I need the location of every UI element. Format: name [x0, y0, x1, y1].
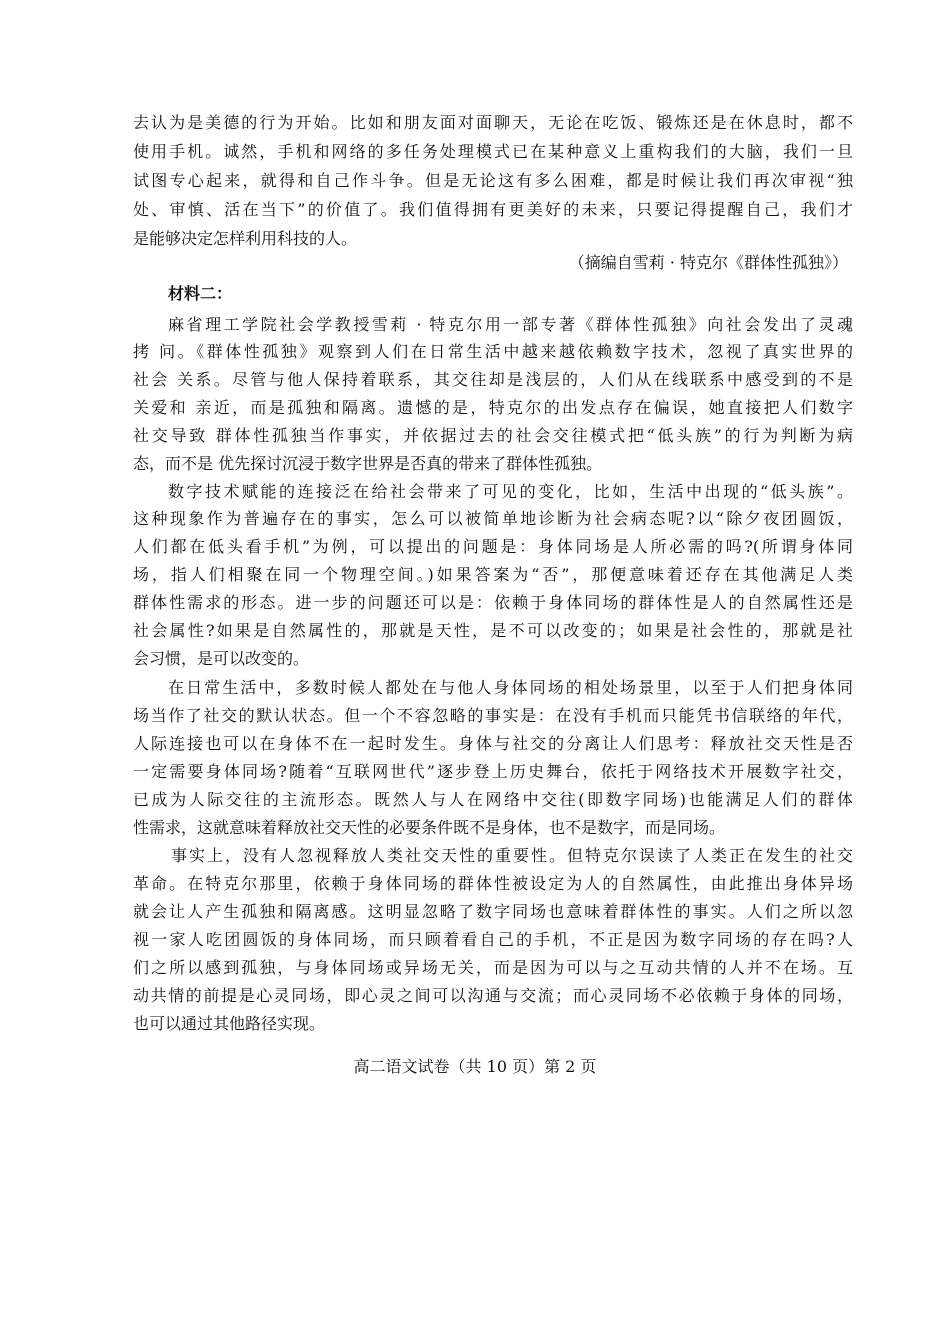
paragraph-3-line: 一定需要身体同场?随着“互联网世代”逐步登上历史舞台，依托于网络技术开展数字社交， — [133, 762, 853, 781]
paragraph-2-line: 社会属性?如果是自然属性的，那就是天性，是不可以改变的；如果是社会性的，那就是社 — [133, 621, 853, 640]
paragraph-2-line: 群体性需求的形态。进一步的问题还可以是：依赖于身体同场的群体性是人的自然属性还是 — [133, 593, 853, 612]
paragraph-1-line: 拷 问。《群体性孤独》观察到人们在日常生活中越来越依赖数字技术，忽视了真实世界的 — [133, 342, 853, 361]
intro-line: 使用手机。诚然，手机和网络的多任务处理模式已在某种意义上重构我们的大脑，我们一旦 — [133, 142, 853, 161]
paragraph-4-line: 也可以通过其他路径实现。 — [133, 1014, 326, 1033]
material-heading: 材料二： — [168, 284, 233, 303]
paragraph-4-line: 事实上，没有人忽视释放人类社交天性的重要性。但特克尔误读了人类正在发生的社交 — [171, 846, 853, 865]
paragraph-3-line: 人际连接也可以在身体不在一起时发生。身体与社交的分离让人们思考：释放社交天性是否 — [133, 734, 853, 753]
paragraph-4-line: 革命。在特克尔那里，依赖于身体同场的群体性被设定为人的自然属性，由此推出身体异场 — [133, 874, 853, 893]
paragraph-2-line: 人们都在低头看手机”为例，可以提出的问题是：身体同场是人所必需的吗?(所谓身体同 — [133, 537, 853, 556]
paragraph-4-line: 就会让人产生孤独和隔离感。这明显忽略了数字同场也意味着群体性的事实。人们之所以忽 — [133, 902, 853, 921]
paragraph-2-line: 这种现象作为普遍存在的事实，怎么可以被简单地诊断为社会病态呢?以“除夕夜团圆饭， — [133, 509, 853, 528]
intro-line: 处、审慎、活在当下”的价值了。我们值得拥有更美好的未来，只要记得提醒自己，我们才 — [133, 200, 853, 219]
paragraph-4-line: 视一家人吃团圆饭的身体同场，而只顾着看自己的手机，不正是因为数字同场的存在吗?人 — [133, 930, 853, 949]
paragraph-1-line: 麻省理工学院社会学教授雪莉 · 特克尔用一部专著《群体性孤独》向社会发出了灵魂 — [168, 315, 853, 334]
paragraph-2-line: 会习惯，是可以改变的。 — [133, 649, 310, 668]
page-footer: 高二语文试卷（共 10 页）第 2 页 — [353, 1057, 597, 1076]
intro-line: 试图专心起来，就得和自己作斗争。但是无论这有多么困难，都是时候让我们再次审视“独 — [133, 171, 853, 190]
paragraph-1-line: 态，而不是 优先探讨沉浸于数字世界是否真的带来了群体性孤独。 — [133, 454, 603, 473]
paragraph-3-line: 已成为人际交往的主流形态。既然人与人在网络中交往(即数字同场)也能满足人们的群体 — [133, 790, 853, 809]
paragraph-3-line: 性需求，这就意味着释放社交天性的必要条件既不是身体，也不是数字，而是同场。 — [133, 818, 726, 837]
paragraph-4-line: 们之所以感到孤独，与身体同场或异场无关，而是因为可以与之互动共情的人并不在场。互 — [133, 958, 853, 977]
paragraph-1-line: 关爱和 亲近，而是孤独和隔离。遗憾的是，特克尔的出发点存在偏误，她直接把人们数字 — [133, 398, 853, 417]
source-citation: （摘编自雪莉 · 特克尔《群体性孤独》） — [568, 253, 848, 272]
intro-line: 去认为是美德的行为开始。比如和朋友面对面聊天，无论在吃饭、锻炼还是在休息时，都不 — [133, 113, 853, 132]
paragraph-1-line: 社会 关系。尽管与他人保持着联系，其交往却是浅层的，人们从在线联系中感受到的不是 — [133, 370, 853, 389]
paragraph-3-line: 场当作了社交的默认状态。但一个不容忽略的事实是：在没有手机而只能凭书信联络的年代， — [133, 706, 853, 725]
intro-line: 是能够决定怎样利用科技的人。 — [133, 229, 358, 248]
paragraph-3-line: 在日常生活中，多数时候人都处在与他人身体同场的相处场景里，以至于人们把身体同 — [168, 678, 853, 697]
paragraph-2-line: 场，指人们相聚在同一个物理空间。)如果答案为“否”，那便意味着还存在其他满足人类 — [133, 565, 853, 584]
paragraph-1-line: 社交导致 群体性孤独当作事实，并依据过去的社会交往模式把“低头族”的行为判断为病 — [133, 426, 853, 445]
paragraph-2-line: 数字技术赋能的连接泛在给社会带来了可见的变化，比如，生活中出现的“低头族”。 — [168, 482, 853, 501]
paragraph-4-line: 动共情的前提是心灵同场，即心灵之间可以沟通与交流；而心灵同场不必依赖于身体的同场， — [133, 986, 853, 1005]
